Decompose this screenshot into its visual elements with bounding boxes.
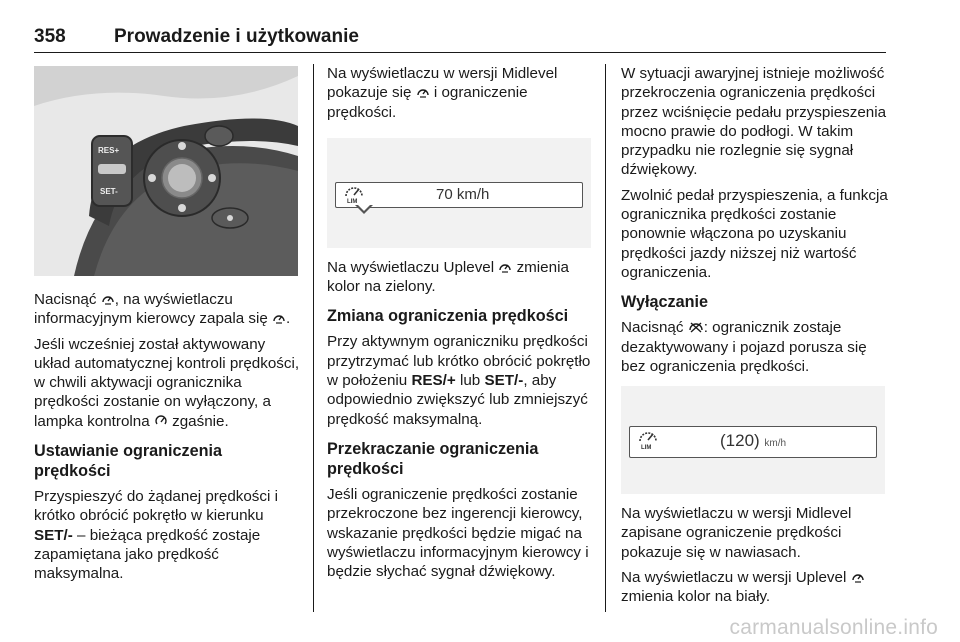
paragraph: Jeśli ograniczenie prędkości zostanie przekroczone bez ingerencji kierowcy, wskazanie prędkości będzie migać na wyświetlaczu informacyjnym kierowcy i będzie słychać sygnał dźwiękowy. — [327, 485, 589, 581]
speed-readout: 70 km/h — [436, 185, 490, 203]
paragraph: Na wyświetlaczu w wersji Midlevel zapisane ograniczenie prędkości pokazuje się w nawiasach. — [621, 505, 852, 561]
paragraph: Jeśli wcześniej został aktywowany układ automatycznej kontroli prędkości, w chwili aktywacji ogranicznika prędkości zostanie on wyłączony, a lampka kontrolna zgaśnie. — [34, 335, 300, 430]
column-1 — [34, 64, 302, 590]
display-pointer-inner — [357, 204, 371, 211]
paragraph: W sytuacji awaryjnej istnieje możliwość przekroczenia ograniczenia prędkości przez wciśnięcie pedału przyspieszenia mocno prawie do podłogi. W takim przypadku nie rozlegnie się sygnał dźwiękowy. — [621, 65, 887, 179]
column-3 — [621, 64, 893, 613]
display-midlevel-stored — [621, 386, 885, 494]
cancel-limiter-icon — [688, 320, 704, 334]
section-heading: Ustawianie ograniczenia prędkości — [34, 442, 223, 481]
page-number: 358 — [34, 26, 66, 47]
paragraph: Przyspieszyć do żądanej prędkości i krótko obrócić pokrętło w kierunku SET/- – bieżąca prędkość zostaje zapamiętana jako prędkość maksymalna. — [34, 488, 278, 583]
paragraph: Przy aktywnym ograniczniku prędkości przytrzymać lub krótko obrócić pokrętło w położeniu RES/+ lub SET/-, aby odpowiednio zwiększyć lub zmniejszyć prędkość maksymalną. — [327, 333, 591, 428]
speed-limiter-icon — [498, 260, 512, 274]
paragraph: Na wyświetlaczu Uplevel zmienia kolor na zielony. — [327, 258, 569, 296]
paragraph: Nacisnąć : ogranicznik zostaje dezaktywowany i pojazd porusza się bez ograniczenia prędkości. — [621, 319, 867, 375]
paragraph: Na wyświetlaczu w wersji Midlevel pokazuje się i ograniczenie prędkości. — [327, 65, 558, 121]
watermark: carmanualsonline.info — [729, 616, 938, 639]
steering-wheel-photo — [34, 66, 298, 276]
res-label: RES+ — [98, 146, 120, 155]
speed-limiter-icon — [851, 570, 865, 584]
paragraph: Zwolnić pedał przyspieszenia, a funkcja ogranicznika prędkości zostanie ponownie włączona po uzyskaniu prędkości jazdy niższej niż wartość ograniczenia. — [621, 186, 888, 281]
column-divider — [313, 64, 314, 612]
page-header — [34, 22, 886, 53]
speed-readout: (120) km/h — [720, 431, 787, 451]
section-heading: Przekraczanie ograniczenia prędkości — [327, 439, 539, 478]
cruise-control-icon — [154, 414, 168, 428]
section-heading: Zmiana ograniczenia prędkości — [327, 307, 569, 326]
page-title: Prowadzenie i użytkowanie — [114, 26, 359, 47]
speed-limiter-icon — [272, 311, 286, 325]
display-midlevel — [327, 138, 591, 248]
speed-limiter-icon — [416, 85, 430, 99]
section-heading: Wyłączanie — [621, 293, 708, 312]
svg-text:LIM: LIM — [347, 198, 358, 204]
speed-limiter-lim-icon — [636, 428, 662, 450]
speed-limiter-lim-icon — [342, 184, 368, 204]
paragraph: Nacisnąć , na wyświetlaczu informacyjnym kierowcy zapala się . — [34, 291, 291, 328]
paragraph: Na wyświetlaczu w wersji Uplevel zmienia kolor na biały. — [621, 568, 893, 607]
display-box — [629, 426, 877, 458]
svg-text:LIM: LIM — [641, 445, 652, 451]
set-label: SET- — [100, 187, 118, 196]
speed-limiter-icon — [101, 292, 115, 306]
column-divider — [605, 64, 606, 612]
column-2 — [327, 64, 599, 587]
